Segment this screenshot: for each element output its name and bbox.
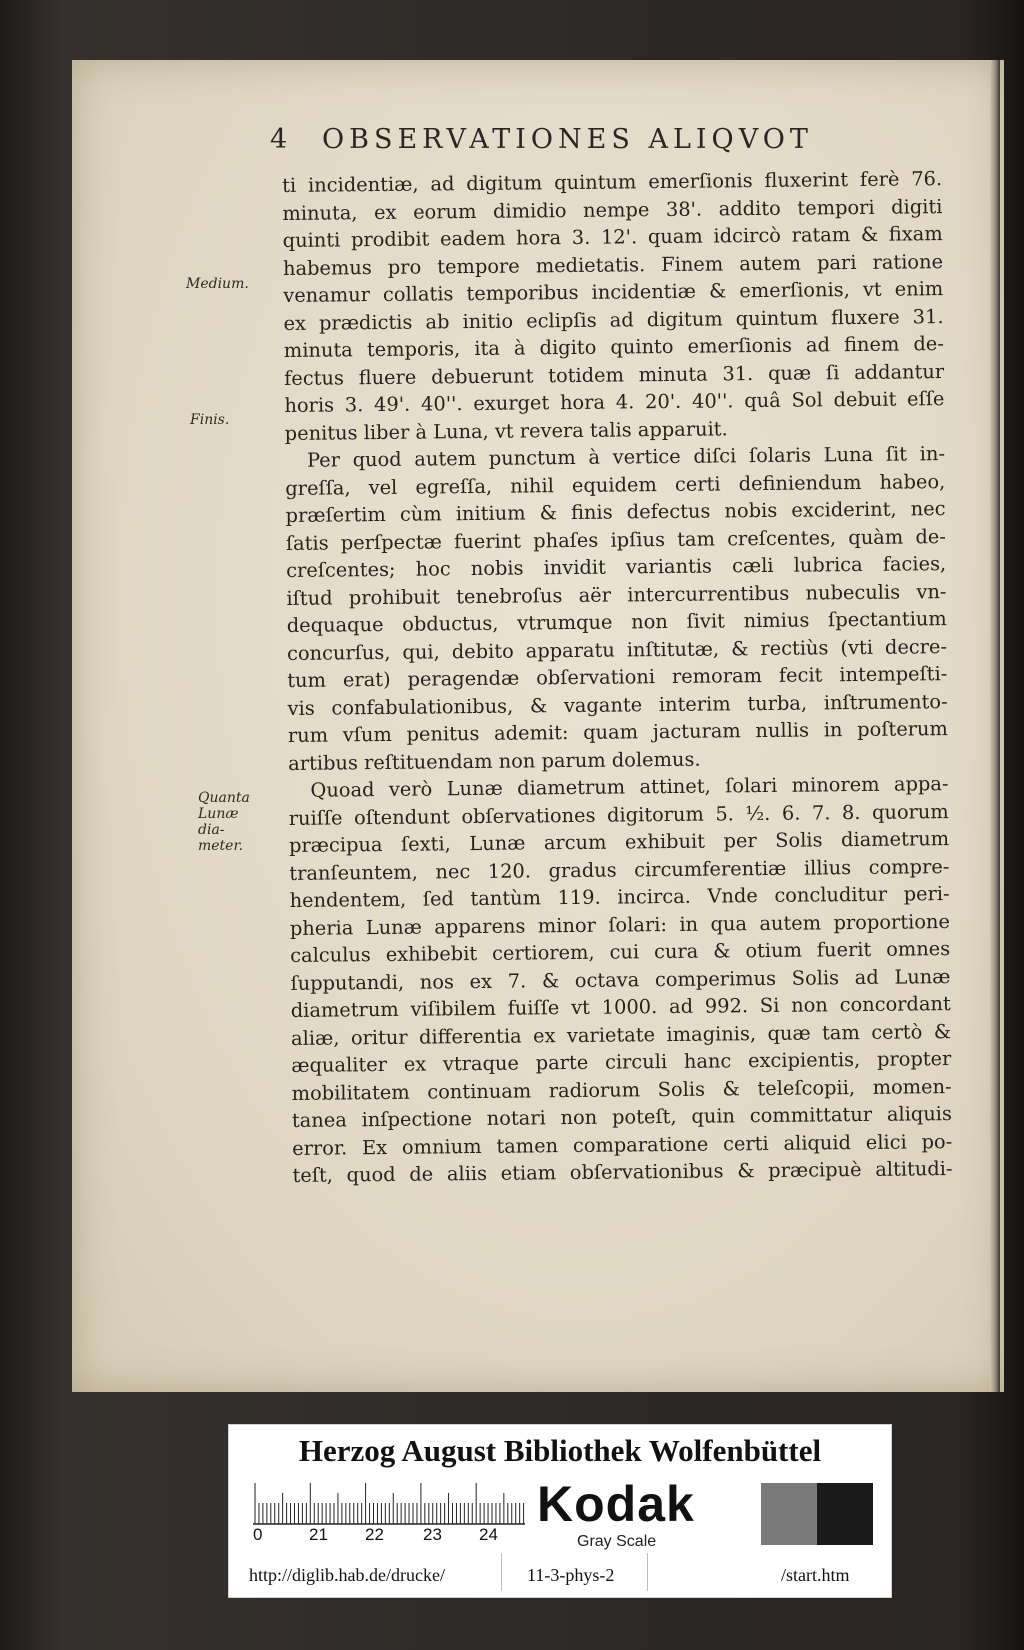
text-line: artibus reſtituendam non parum dolemus. xyxy=(288,747,701,775)
text-line: Quoad verò Lunæ diametrum attinet, ſolari minorem appa- xyxy=(310,772,949,802)
text-line: penitus liber à Luna, vt revera talis apparuit. xyxy=(284,416,728,445)
text-line: Per quod autem punctum à vertice diſci ſolaris Luna ſit in- xyxy=(306,442,946,472)
text-line: tanea inſpectione notari non poteſt, quin committatur aliquis xyxy=(291,1102,953,1132)
page-title: OBSERVATIONES ALIQVOT xyxy=(322,124,813,155)
text-line: mobilitatem continuam radiorum Solis & teleſcopii, momen- xyxy=(291,1074,952,1105)
text-line: aliæ, oritur differentia ex varietate imaginis, quæ tam certò & xyxy=(290,1019,952,1050)
scale-ruler xyxy=(253,1479,525,1525)
url-shelfmark: 11-3-phys-2 xyxy=(527,1565,615,1585)
ruler-label: 21 xyxy=(309,1525,328,1544)
ruler-labels xyxy=(253,1525,533,1547)
text-line: minuta temporis, ita à digito quinto emerſionis ad finem de- xyxy=(283,332,944,362)
text-line: concurſus, qui, debito apparatu inſtitutæ, & rectiùs (vti decre- xyxy=(286,634,948,665)
text-line: creſcentes; hoc nobis invidit variantis cæli lubrica facies, xyxy=(286,552,947,582)
text-line: diametrum viſibilem fuiſſe vt 1000. ad 992. Si non concordant xyxy=(290,992,951,1022)
text-line: calculus exhibebit certiorem, cui cura & otium fuerit omnes xyxy=(290,937,951,967)
page-number: 4 xyxy=(270,124,288,155)
gray-scale-swatches xyxy=(761,1483,873,1545)
ruler-label: 22 xyxy=(365,1525,384,1544)
gray-swatch-dark xyxy=(817,1483,873,1545)
text-line: teſt, quod de aliis etiam obſervationibus & præcipuè altitudi- xyxy=(292,1157,953,1187)
text-line: ſupputandi, nos ex 7. & octava comperimus Solis ad Lunæ xyxy=(290,964,951,995)
gray-scale-label: Gray Scale xyxy=(577,1533,657,1550)
ruler-label: 24 xyxy=(479,1525,498,1544)
text-line: error. Ex omnium tamen comparatione certi aliquid elici po- xyxy=(292,1129,953,1160)
text-line: rum vſum penitus ademit: quam jacturam nullis in poſterum xyxy=(287,717,948,747)
text-line: præcipua ſexti, Lunæ arcum exhibuit per Solis diametrum xyxy=(288,827,950,857)
text-line: hendentem, ſed tantùm 119. incirca. Vnde concluditur peri- xyxy=(289,882,950,912)
margin-note-quanta: Quanta Lunæ dia-meter. xyxy=(198,790,250,854)
url-row xyxy=(229,1561,891,1589)
library-plate xyxy=(228,1424,892,1598)
text-line: venamur collatis temporibus incidentiæ & emerſionis, vt enim xyxy=(283,277,944,307)
text-line: ruiſſe oſtendunt obſervationes digitorum 5. ½. 6. 7. 8. quorum xyxy=(288,799,949,830)
text-line: vis confabulationibus, & vagante interim turba, inſtrumento- xyxy=(287,689,948,720)
library-name: Herzog August Bibliothek Wolfenbüttel xyxy=(298,1433,822,1468)
text-line: fectus fluere debuerunt totidem minuta 31. quæ ſi addantur xyxy=(284,359,945,390)
ruler-label: 23 xyxy=(423,1525,442,1544)
text-line: quinti prodibit eadem hora 3. 12'. quam idcircò ratam & fixam xyxy=(282,222,943,252)
text-line: tum erat) peragendæ obſervationi remoram fecit intempeſti- xyxy=(287,662,948,692)
body-text xyxy=(282,165,953,1189)
gray-swatch-mid xyxy=(761,1483,817,1545)
text-line: præſertim cùm initium & finis defectus nobis exciderint, nec xyxy=(285,497,946,527)
running-head xyxy=(270,124,890,164)
text-line: pheria Lunæ apparens minor ſolari: in qua autem proportione xyxy=(289,909,951,940)
text-line: horis 3. 49'. 40''. exurget hora 4. 20'. 40''. quâ Sol debuit eſſe xyxy=(284,387,945,417)
page-edge xyxy=(990,60,1000,1392)
text-line: minuta, ex eorum dimidio nempe 38'. addito tempori digiti xyxy=(282,194,943,225)
margin-note-medium: Medium. xyxy=(186,276,249,292)
url-page: /start.htm xyxy=(781,1565,850,1585)
text-line: ti incidentiæ, ad digitum quintum emerſionis fluxerint ferè 76. xyxy=(282,167,943,197)
text-line: greſſa, vel egreſſa, nihil equidem certi definiendum habeo, xyxy=(285,469,946,500)
text-line: habemus pro tempore medietatis. Finem autem pari ratione xyxy=(282,249,944,280)
margin-note-finis: Finis. xyxy=(190,412,230,428)
text-line: dequaque obductus, vtrumque non ſivit nimius ſpectantium xyxy=(286,607,947,637)
url-base: http://diglib.hab.de/drucke/ xyxy=(249,1565,445,1585)
text-line: iſtud prohibuit tenebroſus aër intercurrentibus nubeculis vn- xyxy=(286,579,947,610)
kodak-logo: Kodak xyxy=(537,1476,695,1532)
text-line: ſatis perſpectæ fuerint phaſes ipſius tam creſcentes, quàm de- xyxy=(285,524,946,555)
ruler-label: 0 xyxy=(253,1525,263,1544)
text-line: æqualiter ex vtraque parte circuli hanc excipientis, propter xyxy=(291,1047,952,1077)
text-line: tranſeuntem, nec 120. gradus circumferentiæ illius compre- xyxy=(289,854,950,885)
text-line: ex prædictis ab initio eclipſis ad digitum quintum fluxere 31. xyxy=(283,304,944,335)
